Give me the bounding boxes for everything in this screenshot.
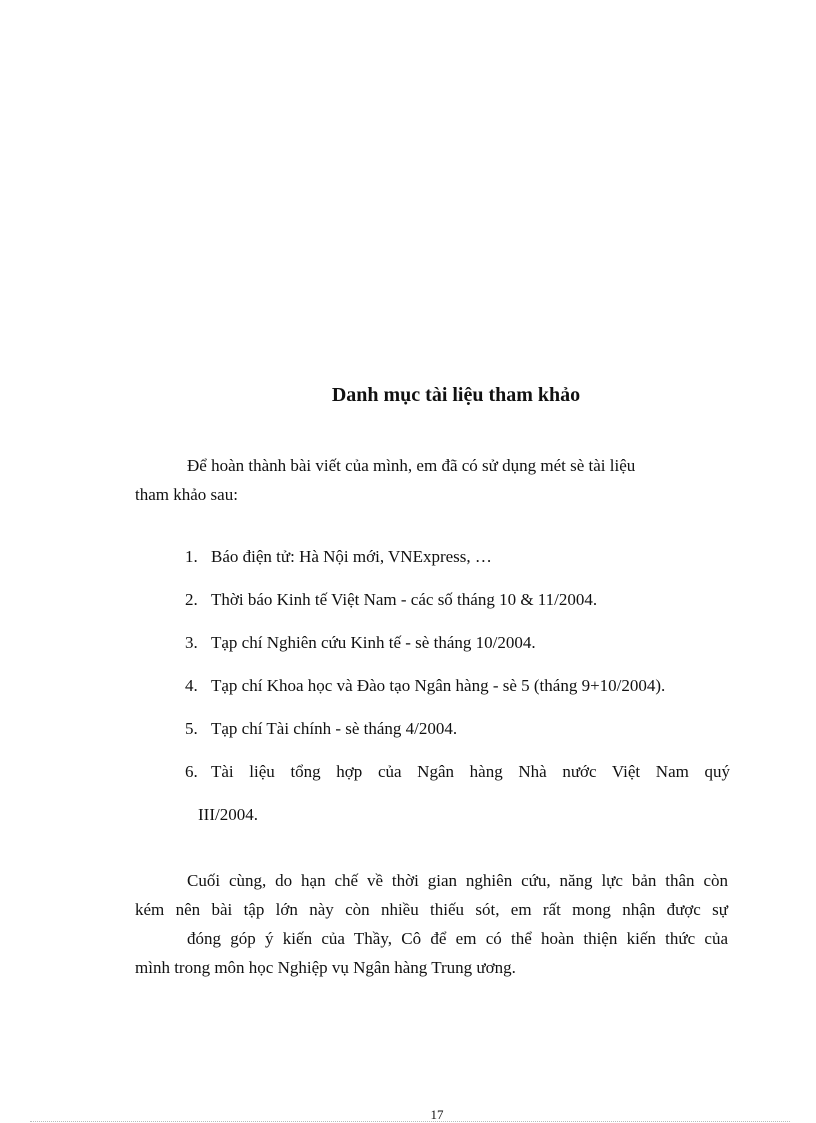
reference-item <box>185 664 730 707</box>
reference-text: Tạp chí Nghiên cứu Kinh tế - sè tháng 10/2004. <box>211 633 536 652</box>
reference-continuation: III/2004. <box>198 805 258 824</box>
footer-divider <box>30 1121 790 1122</box>
reference-item <box>185 535 730 578</box>
closing-paragraph <box>135 866 728 982</box>
reference-number: 4. <box>185 676 198 695</box>
reference-item <box>185 578 730 621</box>
reference-number: 1. <box>185 547 198 566</box>
closing-line-1: Cuối cùng, do hạn chế về thời gian nghiên cứu, năng lực bản thân còn <box>187 871 728 890</box>
reference-text: Tạp chí Khoa học và Đào tạo Ngân hàng - sè 5 (tháng 9+10/2004). <box>211 676 666 695</box>
intro-line-1: Để hoàn thành bài viết của mình, em đã có sử dụng mét sè tài liệu <box>187 456 636 475</box>
reference-item <box>185 621 730 664</box>
reference-number: 3. <box>185 633 198 652</box>
reference-text: Thời báo Kinh tế Việt Nam - các số tháng 10 & 11/2004. <box>211 590 598 609</box>
reference-text: Tài liệu tổng hợp của Ngân hàng Nhà nước Việt Nam quý <box>211 762 730 781</box>
intro-line-2: tham khảo sau: <box>135 485 238 504</box>
reference-item <box>185 707 730 750</box>
reference-list <box>185 535 730 836</box>
reference-number: 5. <box>185 719 198 738</box>
reference-number: 2. <box>185 590 198 609</box>
reference-text: Tạp chí Tài chính - sè tháng 4/2004. <box>211 719 458 738</box>
closing-line-2: kém nên bài tập lớn này còn nhiều thiếu sót, em rất mong nhận được sự <box>135 900 728 919</box>
closing-line-4: mình trong môn học Nghiệp vụ Ngân hàng Trung ương. <box>135 958 516 977</box>
page-number: 17 <box>430 1107 444 1122</box>
page-title: Danh mục tài liệu tham khảo <box>331 384 581 406</box>
reference-number: 6. <box>185 762 198 781</box>
reference-item <box>185 750 730 836</box>
intro-paragraph <box>135 451 728 509</box>
reference-text-block <box>198 750 730 836</box>
closing-line-3: đóng góp ý kiến của Thầy, Cô để em có thể hoàn thiện kiến thức của <box>187 929 728 948</box>
reference-text: Báo điện tử: Hà Nội mới, VNExpress, … <box>211 547 492 566</box>
